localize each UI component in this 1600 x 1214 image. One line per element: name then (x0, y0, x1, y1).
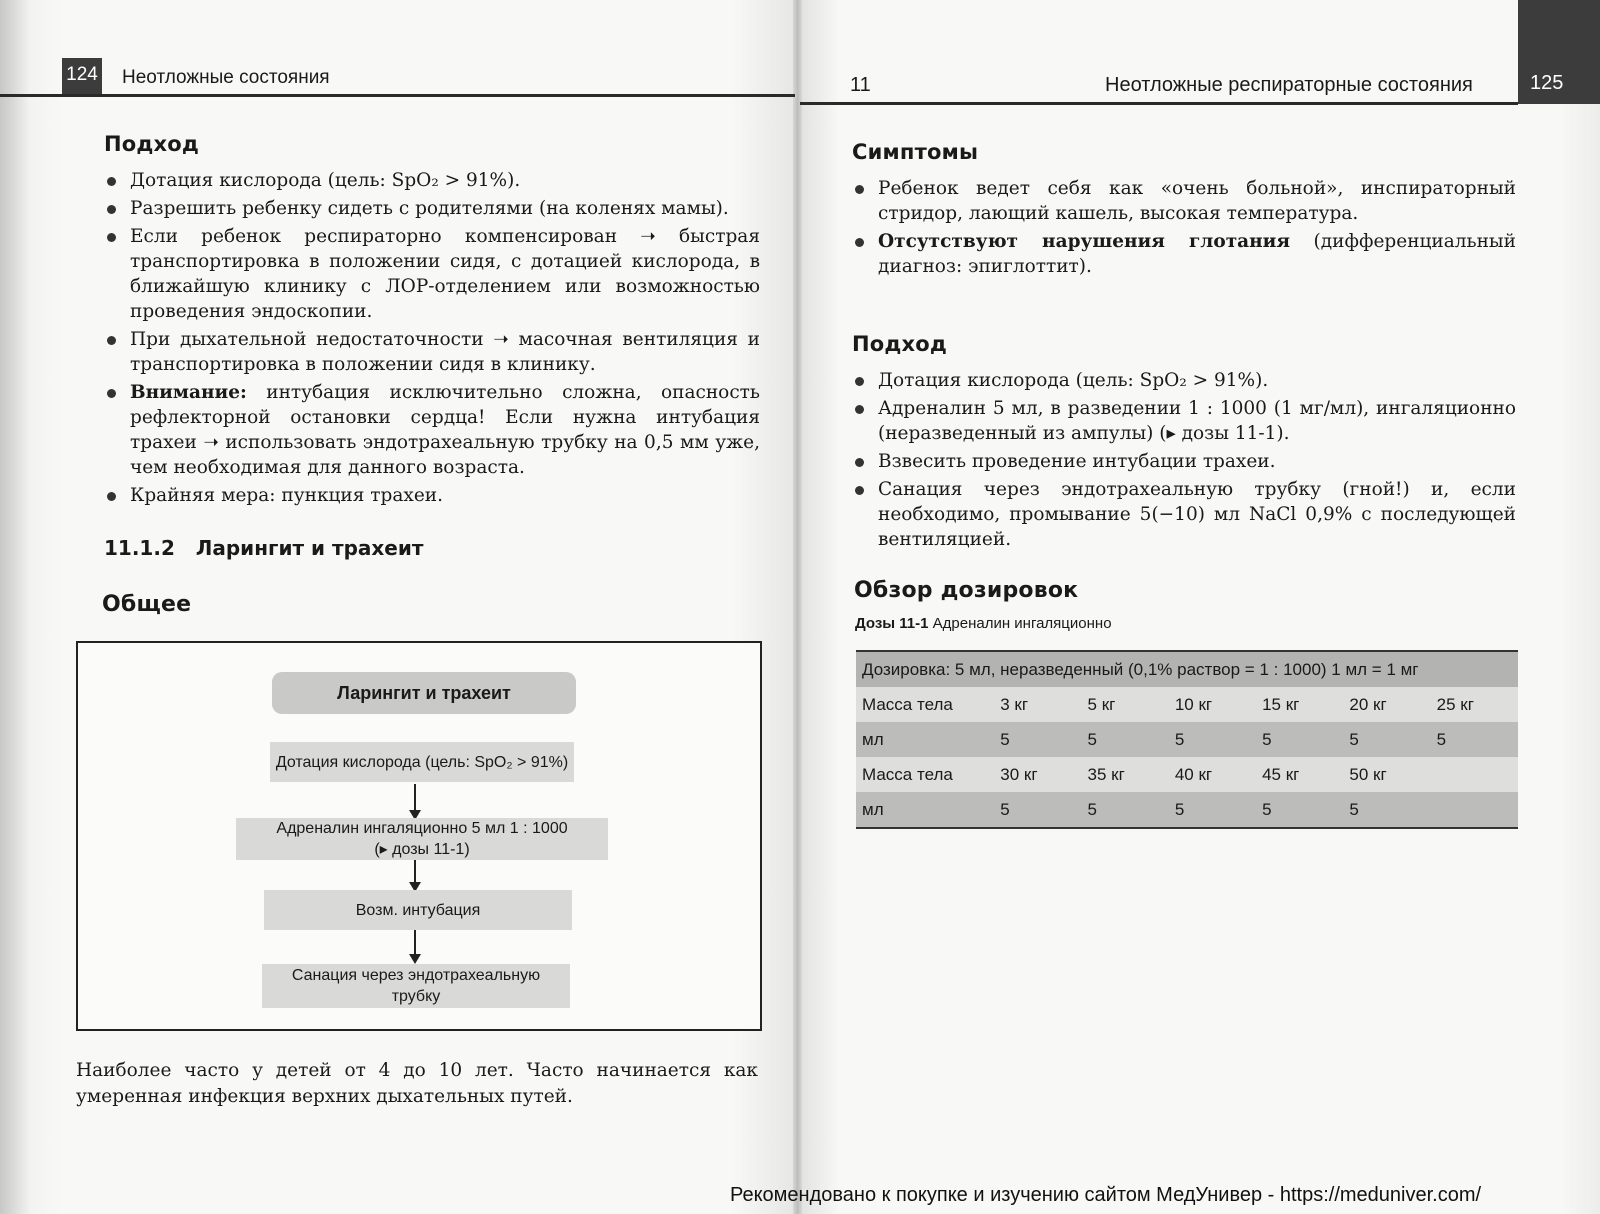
left-running-title: Неотложные состояния (122, 67, 330, 88)
table-row (856, 757, 1518, 792)
table-cell: 3 кг (994, 687, 1081, 722)
item-text: Если ребенок респираторно компенсирован ➝ быстрая транспортировка в положении сидя, с дотацией кислорода, в ближайшую клинику с ЛОР-отделением или возможностью проведения эндоскопии. (130, 226, 760, 322)
table-cell: 5 (994, 722, 1081, 757)
flowchart-step-intubation (264, 890, 572, 930)
subsection-number: 11.1.2 (104, 536, 175, 560)
flowchart-step-adrenaline (236, 818, 608, 860)
table-cell: 30 кг (994, 757, 1081, 792)
table-cell: 10 кг (1169, 687, 1256, 722)
book-gutter (793, 0, 802, 1214)
table-row (856, 792, 1518, 828)
list-item (852, 396, 1516, 446)
right-page-number: 125 (1530, 72, 1564, 94)
item-text: интубация исключительно сложна, опасность рефлекторной остановки сердца! Если нужна интубация трахеи ➝ использовать эндотрахеальную трубку на 0,5 мм уже, чем необходимая для данного возраста. (130, 382, 760, 478)
flowchart-step-ref: (▸ дозы 11-1) (374, 841, 470, 858)
right-running-title: Неотложные респираторные состояния (1105, 74, 1473, 96)
list-item (104, 224, 760, 324)
list-item (852, 176, 1516, 226)
table-cell: 5 (1082, 722, 1169, 757)
table-cell: 40 кг (1169, 757, 1256, 792)
approach-heading-left: Подход (104, 132, 200, 156)
flowchart-step-text: Адреналин ингаляционно 5 мл 1 : 1000 (276, 820, 568, 837)
flowchart-title: Ларингит и трахеит (272, 672, 576, 714)
flowchart-arrow (414, 930, 416, 962)
table-cell: 25 кг (1431, 687, 1518, 722)
row-label: Масса тела (856, 757, 994, 792)
item-lead: Внимание: (130, 382, 247, 403)
flowchart-step-text: Дотация кислорода (цель: SpO₂ > 91%) (275, 753, 569, 771)
list-item (104, 168, 760, 193)
table-cell: 35 кг (1082, 757, 1169, 792)
table-cell: 50 кг (1343, 757, 1430, 792)
table-row (856, 722, 1518, 757)
symptoms-list (852, 176, 1516, 282)
item-text: (дифференциальный диагноз: эпиглоттит). (878, 231, 1516, 277)
table-cell: 5 (1169, 722, 1256, 757)
list-item (852, 229, 1516, 279)
item-text: Дотация кислорода (цель: SpO₂ > 91%). (878, 370, 1269, 391)
dosage-caption (855, 615, 1112, 632)
item-lead: Отсутствуют нарушения глотания (878, 231, 1291, 252)
list-item (852, 477, 1516, 552)
item-text: При дыхательной недостаточности ➝ масочная вентиляция и транспортировка в положении сидя в клинику. (130, 329, 760, 375)
flowchart-step-sanitation (262, 964, 570, 1008)
table-cell: 5 (1431, 722, 1518, 757)
list-item (104, 380, 760, 480)
item-text: Ребенок ведет себя как «очень больной», инспираторный стридор, лающий кашель, высокая температура. (878, 178, 1516, 224)
item-text: Крайняя мера: пункция трахеи. (130, 485, 443, 506)
item-text: Разрешить ребенку сидеть с родителями (на коленях мамы). (130, 198, 729, 219)
dosage-table (856, 650, 1518, 829)
subsection-heading (104, 536, 423, 560)
dosage-caption-label: Дозы 11-1 (855, 615, 929, 632)
approach-list-right (852, 368, 1516, 555)
table-cell: 5 (1256, 792, 1343, 828)
table-cell: 5 (994, 792, 1081, 828)
flowchart-step-text: Санация через эндотрахеальную (291, 967, 541, 984)
list-item (104, 327, 760, 377)
dosage-table-header: Дозировка: 5 мл, неразведенный (0,1% раствор = 1 : 1000) 1 мл = 1 мг (856, 651, 1518, 687)
table-cell: 5 (1256, 722, 1343, 757)
row-label: мл (856, 792, 994, 828)
flowchart-step-text: трубку (391, 988, 441, 1005)
header-rule (800, 102, 1518, 105)
footer-note: Рекомендовано к покупке и изучению сайтом МедУнивер - https://meduniver.com/ (730, 1184, 1482, 1206)
header-rule (0, 94, 795, 97)
flowchart-arrow (414, 784, 416, 818)
symptoms-heading: Симптомы (852, 140, 979, 164)
dosage-caption-text: Адреналин ингаляционно (928, 615, 1112, 632)
table-cell (1431, 757, 1518, 792)
table-row (856, 687, 1518, 722)
chapter-number: 11 (850, 74, 871, 96)
general-heading: Общее (102, 592, 192, 617)
item-text: Адреналин 5 мл, в разведении 1 : 1000 (1 мг/мл), ингаляционно (неразведенный из ампулы) (▸ дозы 11-1). (878, 398, 1516, 444)
flowchart-step-oxygen (270, 742, 574, 782)
table-cell: 5 (1343, 792, 1430, 828)
left-page-number: 124 (66, 64, 98, 85)
item-text: Взвесить проведение интубации трахеи. (878, 451, 1276, 472)
item-text: Дотация кислорода (цель: SpO₂ > 91%). (130, 170, 521, 191)
item-text: Санация через эндотрахеальную трубку (гной!) и, если необходимо, промывание 5(−10) мл NaCl 0,9% с последующей вентиляцией. (878, 479, 1516, 550)
table-cell: 5 (1343, 722, 1430, 757)
approach-heading-right: Подход (852, 332, 948, 356)
table-cell: 5 (1082, 792, 1169, 828)
dosage-heading: Обзор дозировок (854, 578, 1079, 603)
page-edge-shadow (0, 0, 30, 1214)
table-cell: 5 (1169, 792, 1256, 828)
list-item (852, 368, 1516, 393)
table-cell (1431, 792, 1518, 828)
row-label: мл (856, 722, 994, 757)
approach-list-left (104, 168, 760, 511)
list-item (852, 449, 1516, 474)
list-item (104, 196, 760, 221)
table-cell: 15 кг (1256, 687, 1343, 722)
table-cell: 20 кг (1343, 687, 1430, 722)
table-cell: 45 кг (1256, 757, 1343, 792)
subsection-title: Ларингит и трахеит (195, 536, 424, 560)
flowchart-step-text: Возм. интубация (355, 901, 481, 919)
row-label: Масса тела (856, 687, 994, 722)
body-paragraph: Наиболее часто у детей от 4 до 10 лет. Часто начинается как умеренная инфекция верхних дыхательных путей. (76, 1060, 758, 1107)
flowchart-arrow (414, 860, 416, 890)
list-item (104, 483, 760, 508)
table-cell: 5 кг (1082, 687, 1169, 722)
